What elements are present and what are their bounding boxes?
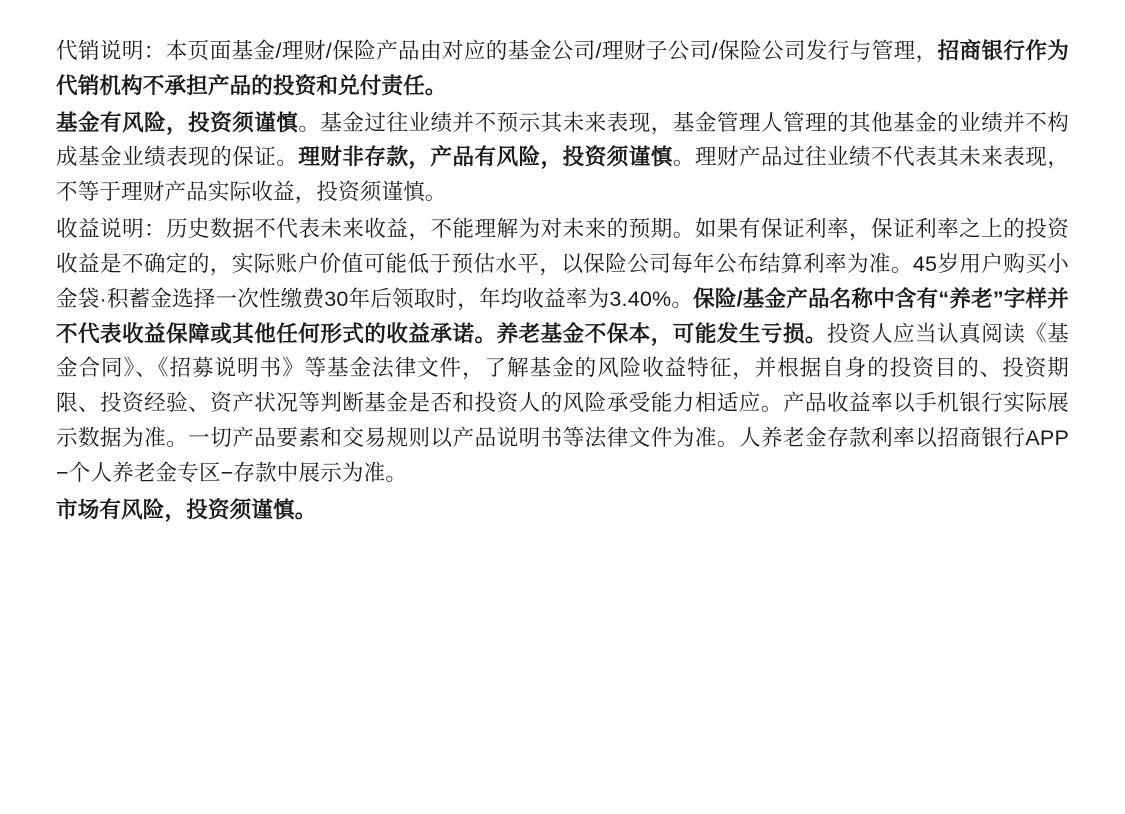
paragraph-return-disclaimer [56,212,1069,491]
text-run: 代销说明：本页面基金/理财/保险产品由对应的基金公司/理财子公司/保险公司发行与管理， [56,39,938,63]
text-run: 市场有风险，投资须谨慎。 [56,497,317,522]
paragraph-distribution-disclaimer [56,34,1069,104]
text-run: 收益说明：历史数据不代表未来收益，不能理解为对未来的预期。如果有保证利率，保证利率之上的投资收益是不确定的，实际账户价值可能低于预估水平，以保险公司每年公布结算利率为准。45岁用户购买小金袋·积蓄金选择一次性缴费30年后领取时，年均收益率为3.40%。 [56,217,1069,311]
text-run: 。基金过往业绩并不预示其未来表现，基金管理人管理的其他基金的业绩并不构成基金业绩表现的保证。 [56,110,1069,170]
paragraph-fund-risk-disclaimer [56,106,1069,210]
text-run: 保险/基金产品名称中含有“养老”字样并不代表收益保障或其他任何形式的收益承诺。养老基金不保本，可能发生亏损。 [56,286,1070,346]
text-run: 招商银行作为代销机构不承担产品的投资和兑付责任。 [56,39,1070,98]
text-run: 。理财产品过往业绩不代表其未来表现，不等于理财产品实际收益，投资须谨慎。 [56,145,1070,205]
text-run: 基金有风险，投资须谨慎 [56,110,299,135]
text-run: 投资人应当认真阅读《基金合同》、《招募说明书》等基金法律文件，了解基金的风险收益特征，并根据自身的投资目的、投资期限、投资经验、资产状况等判断基金是否和投资人的风险承受能力相适应。产品收益率以手机银行实际展示数据为准。一切产品要素和交易规则以产品说明书等法律文件为准。人养老金存款利率以招商银行APP−个人养老金专区−存款中展示为准。 [56,321,1069,485]
text-run: 理财非存款，产品有风险，投资须谨慎 [298,145,673,170]
paragraph-market-risk-disclaimer [56,493,1069,528]
